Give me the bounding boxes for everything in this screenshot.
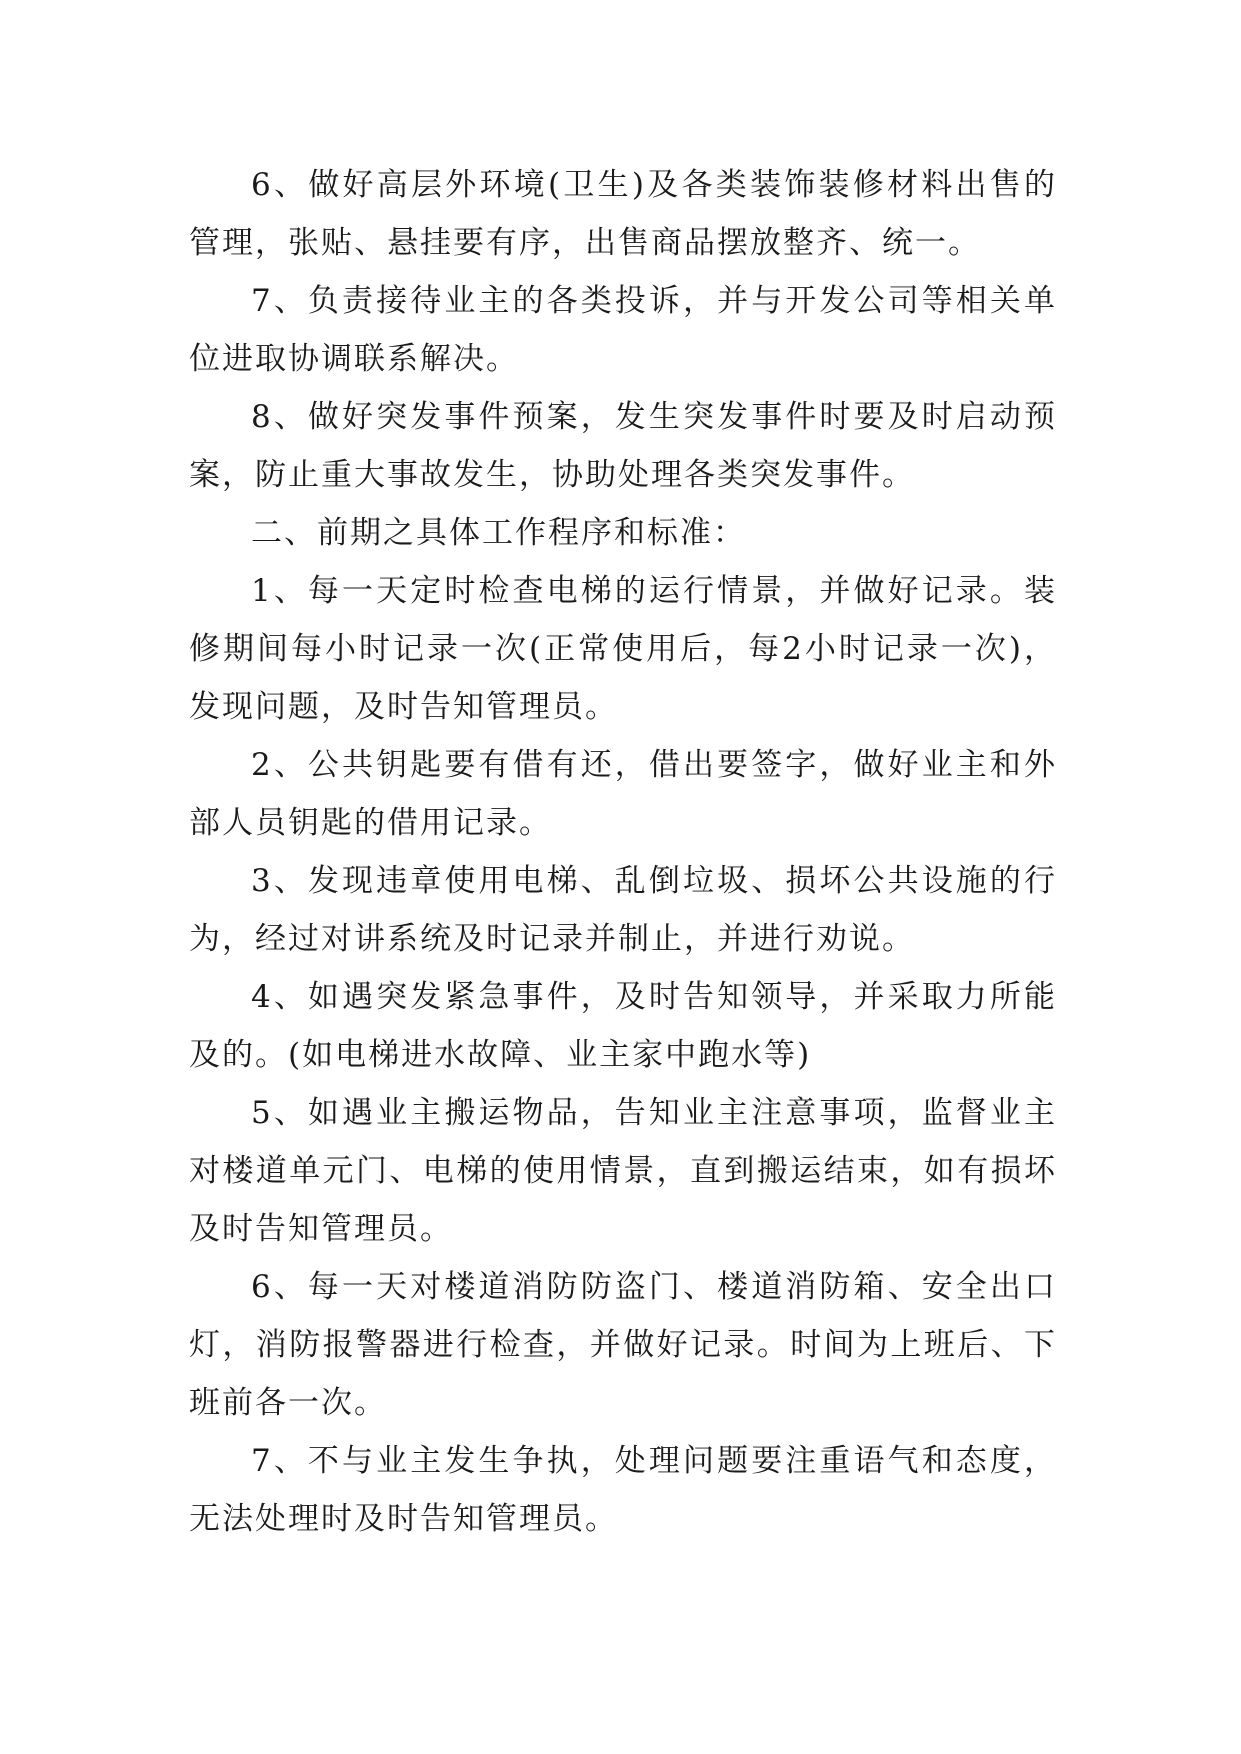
paragraph-text: 4、如遇突发紧急事件，及时告知领导，并采取力所能及的。(如电梯进水故障、业主家中跑水等) bbox=[189, 979, 1057, 1073]
paragraph bbox=[189, 968, 1057, 1084]
paragraph-text: 5、如遇业主搬运物品，告知业主注意事项，监督业主对楼道单元门、电梯的使用情景，直到搬运结束，如有损坏及时告知管理员。 bbox=[189, 1095, 1057, 1247]
paragraph-text: 8、做好突发事件预案，发生突发事件时要及时启动预案，防止重大事故发生，协助处理各类突发事件。 bbox=[189, 399, 1057, 493]
paragraph-text: 6、每一天对楼道消防防盗门、楼道消防箱、安全出口灯，消防报警器进行检查，并做好记录。时间为上班后、下班前各一次。 bbox=[189, 1269, 1057, 1421]
paragraph-text: 2、公共钥匙要有借有还，借出要签字，做好业主和外部人员钥匙的借用记录。 bbox=[189, 747, 1057, 841]
paragraph bbox=[189, 156, 1057, 272]
section-heading-text: 二、前期之具体工作程序和标准： bbox=[251, 515, 746, 551]
section-heading bbox=[189, 504, 1057, 562]
paragraph-text: 6、做好高层外环境(卫生)及各类装饰装修材料出售的管理，张贴、悬挂要有序，出售商品摆放整齐、统一。 bbox=[189, 167, 1057, 261]
paragraph bbox=[189, 1084, 1057, 1258]
paragraph bbox=[189, 736, 1057, 852]
paragraph-text: 1、每一天定时检查电梯的运行情景，并做好记录。装修期间每小时记录一次(正常使用后，每2小时记录一次)，发现问题，及时告知管理员。 bbox=[189, 573, 1057, 725]
document-body bbox=[189, 156, 1057, 1548]
paragraph bbox=[189, 852, 1057, 968]
paragraph bbox=[189, 1432, 1057, 1548]
paragraph bbox=[189, 1258, 1057, 1432]
paragraph bbox=[189, 272, 1057, 388]
paragraph bbox=[189, 562, 1057, 736]
paragraph bbox=[189, 388, 1057, 504]
paragraph-text: 7、不与业主发生争执，处理问题要注重语气和态度，无法处理时及时告知管理员。 bbox=[189, 1443, 1057, 1537]
paragraph-text: 7、负责接待业主的各类投诉，并与开发公司等相关单位进取协调联系解决。 bbox=[189, 283, 1057, 377]
paragraph-text: 3、发现违章使用电梯、乱倒垃圾、损坏公共设施的行为，经过对讲系统及时记录并制止，并进行劝说。 bbox=[189, 863, 1057, 957]
